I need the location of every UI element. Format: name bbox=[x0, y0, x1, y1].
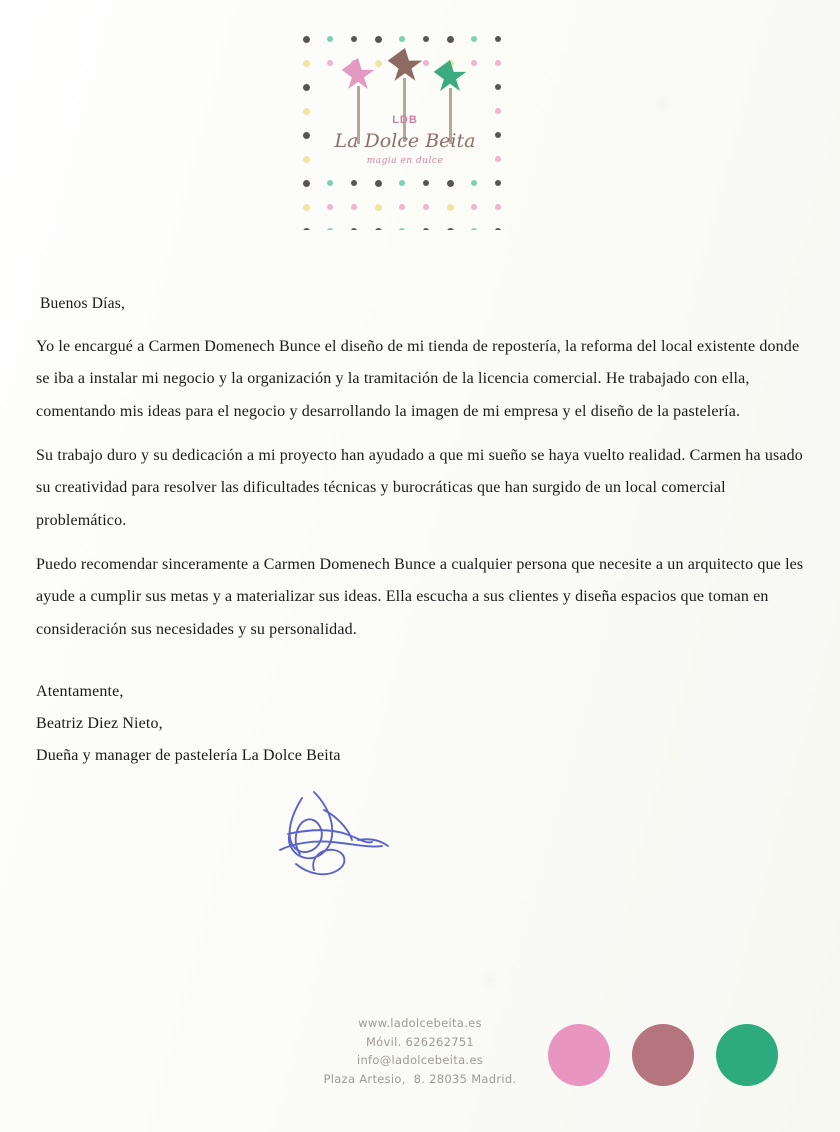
logo-brand-name: La Dolce Beita bbox=[334, 130, 476, 152]
letterhead-logo bbox=[297, 30, 513, 230]
letter-body bbox=[36, 295, 804, 772]
handwritten-signature bbox=[262, 786, 402, 896]
footer-address: Plaza Artesio, 8. 28035 Madrid. bbox=[323, 1071, 517, 1086]
swatch-pink bbox=[548, 1024, 610, 1086]
footer-email: info@ladolcebeita.es bbox=[356, 1053, 484, 1068]
closing-salutation: Atentamente, bbox=[36, 682, 124, 700]
scan-artifact-1 bbox=[660, 96, 665, 112]
logo-monogram: LDB bbox=[392, 114, 418, 126]
letter-paragraph-3: Puedo recomendar sinceramente a Carmen Domenech Bunce a cualquier persona que necesite a un arquitecto que les ayude a cumplir sus metas y a materializar sus ideas. Ella escucha a sus clientes y diseña espacios que toman en consideración sus necesidades y su personalidad. bbox=[36, 555, 804, 638]
closing-signer-title: Dueña y manager de pastelería La Dolce Beita bbox=[36, 746, 341, 764]
footer-website: www.ladolcebeita.es bbox=[358, 1016, 482, 1030]
footer-color-swatches bbox=[548, 1020, 808, 1090]
swatch-green bbox=[716, 1024, 778, 1086]
footer-mobile: Móvil. 626262751 bbox=[365, 1034, 475, 1049]
scan-artifact-2 bbox=[486, 976, 492, 984]
letter-closing bbox=[36, 676, 804, 772]
letter-paragraph-2: Su trabajo duro y su dedicación a mi proyecto han ayudado a que mi sueño se haya vuelto realidad. Carmen ha usado su creatividad para resolver las dificultades técnicas y burocráticas que han surgido de un local comercial problemático. bbox=[36, 446, 803, 529]
logo-inner bbox=[297, 30, 513, 230]
closing-signer-name: Beatriz Diez Nieto, bbox=[36, 714, 163, 732]
letter-greeting: Buenos Días, bbox=[40, 295, 126, 312]
swatch-mauve bbox=[632, 1024, 694, 1086]
logo-tagline: magia en dulce bbox=[366, 156, 444, 166]
letter-paragraph-1: Yo le encargué a Carmen Domenech Bunce el diseño de mi tienda de repostería, la reforma del local existente donde se iba a instalar mi negocio y la organización y la tramitación de la licencia comercial. He trabajado con ella, comentando mis ideas para el negocio y desarrollando la imagen de mi empresa y el diseño de la pastelería. bbox=[36, 338, 800, 420]
